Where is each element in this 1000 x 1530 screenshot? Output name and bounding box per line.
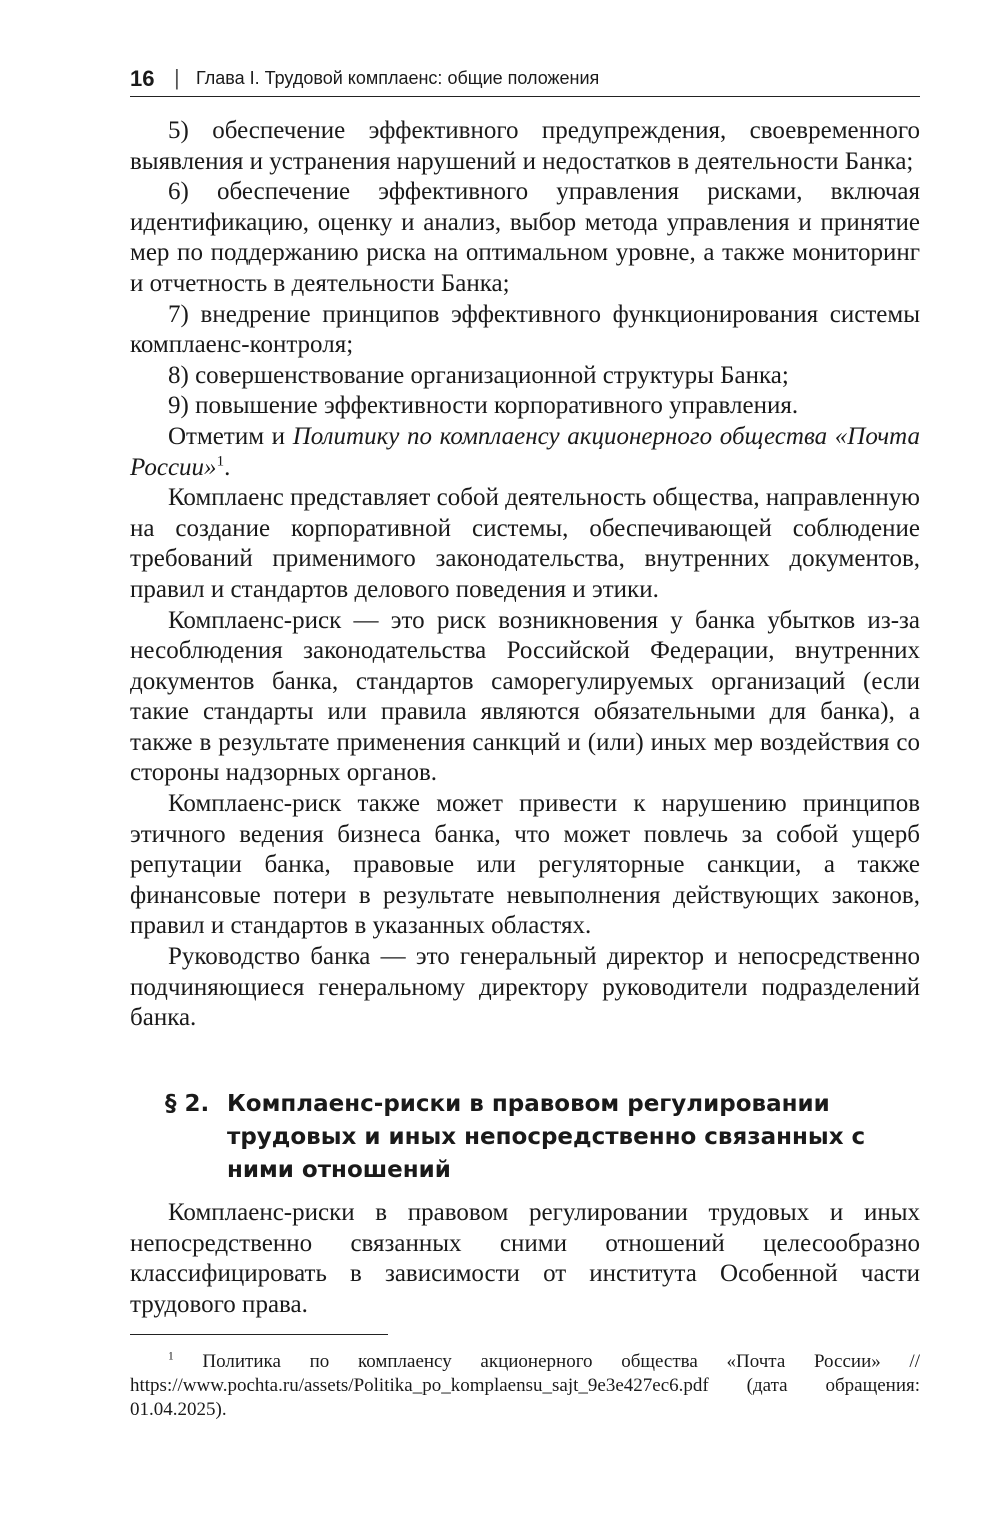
compliance-definition: Комплаенс представляет собой деятельность общества, направленную на создание корпоративной системы, обеспечивающей соблюдение требований применимого законодательства, внутренних документов, правил и стандартов делового поведения и этики. [130,484,920,603]
footnote-rule [130,1334,388,1335]
policy-end: . [224,453,231,481]
header-rule [130,96,920,97]
risk-definition: Комплаенс-риск — это риск возникновения у банка убытков из-за несоблюдения законодательства Российской Федерации, внутренних документов банка, стандартов саморегулируемых организаций (если такие стандарты или правила являются обязательными для банка), а также в результате применения санкций и (или) иных мер воздействия со стороны надзорных органов. [130,606,920,787]
chapter-title: Глава I. Трудовой комплаенс: общие положения [196,68,600,88]
footnote-text: Политика по комплаенсу акционерного общества «Почта России» // https://www.pochta.ru/assets/Politika_po_komplaensu_sajt_9e3e427ec6.pdf (дата обращения: 01.04.2025). [130,1351,920,1420]
running-header [130,66,920,98]
policy-paragraph [130,422,920,483]
policy-lead: Отметим и [168,422,293,450]
footnote-ref: 1 [216,453,225,470]
section-body [130,1198,920,1320]
footnote-marker: 1 [168,1350,174,1363]
list-item-5: 5) обеспечение эффективного предупреждения, своевременного выявления и устранения нарушений и недостатков в деятельности Банка; [130,117,920,175]
list-item-9: 9) повышение эффективности корпоративного управления. [168,392,799,420]
section-number: § 2. [165,1091,210,1117]
list-item-7: 7) внедрение принципов эффективного функционирования системы комплаенс-контроля; [130,300,920,359]
page-number: 16 [130,66,155,91]
policy-title: Политику по комплаенсу акционерного общества «Почта России» [130,422,920,481]
main-text [130,116,920,1034]
section-intro: Комплаенс-риски в правовом регулировании трудовых и иных непосредственно связанных сними отношений целесообразно классифицировать в зависимости от института Особенной части трудового права. [130,1199,920,1318]
list-item-6: 6) обеспечение эффективного управления рисками, включая идентификацию, оценку и анализ, выбор метода управления и принятие мер по поддержанию риска на оптимальном уровне, а также мониторинг и отчетность в деятельности Банка; [130,178,920,297]
list-item-8: 8) совершенствование организационной структуры Банка; [168,361,789,389]
risk-effects: Комплаенс-риск также может привести к нарушению принципов этичного ведения бизнеса банка, что может повлечь за собой ущерб репутации банка, правовые или регуляторные санкции, а также финансовые потери в результате невыполнения действующих законов, правил и стандартов в указанных областях. [130,790,920,940]
footnote [130,1350,920,1422]
management-definition: Руководство банка — это генеральный директор и непосредственно подчиняющиеся генеральному директору руководители подразделений банка. [130,943,920,1032]
header-separator: | [174,65,180,90]
section-title: Комплаенс-риски в правовом регулировании трудовых и иных непосредственно связанных с ними отношений [227,1091,866,1183]
